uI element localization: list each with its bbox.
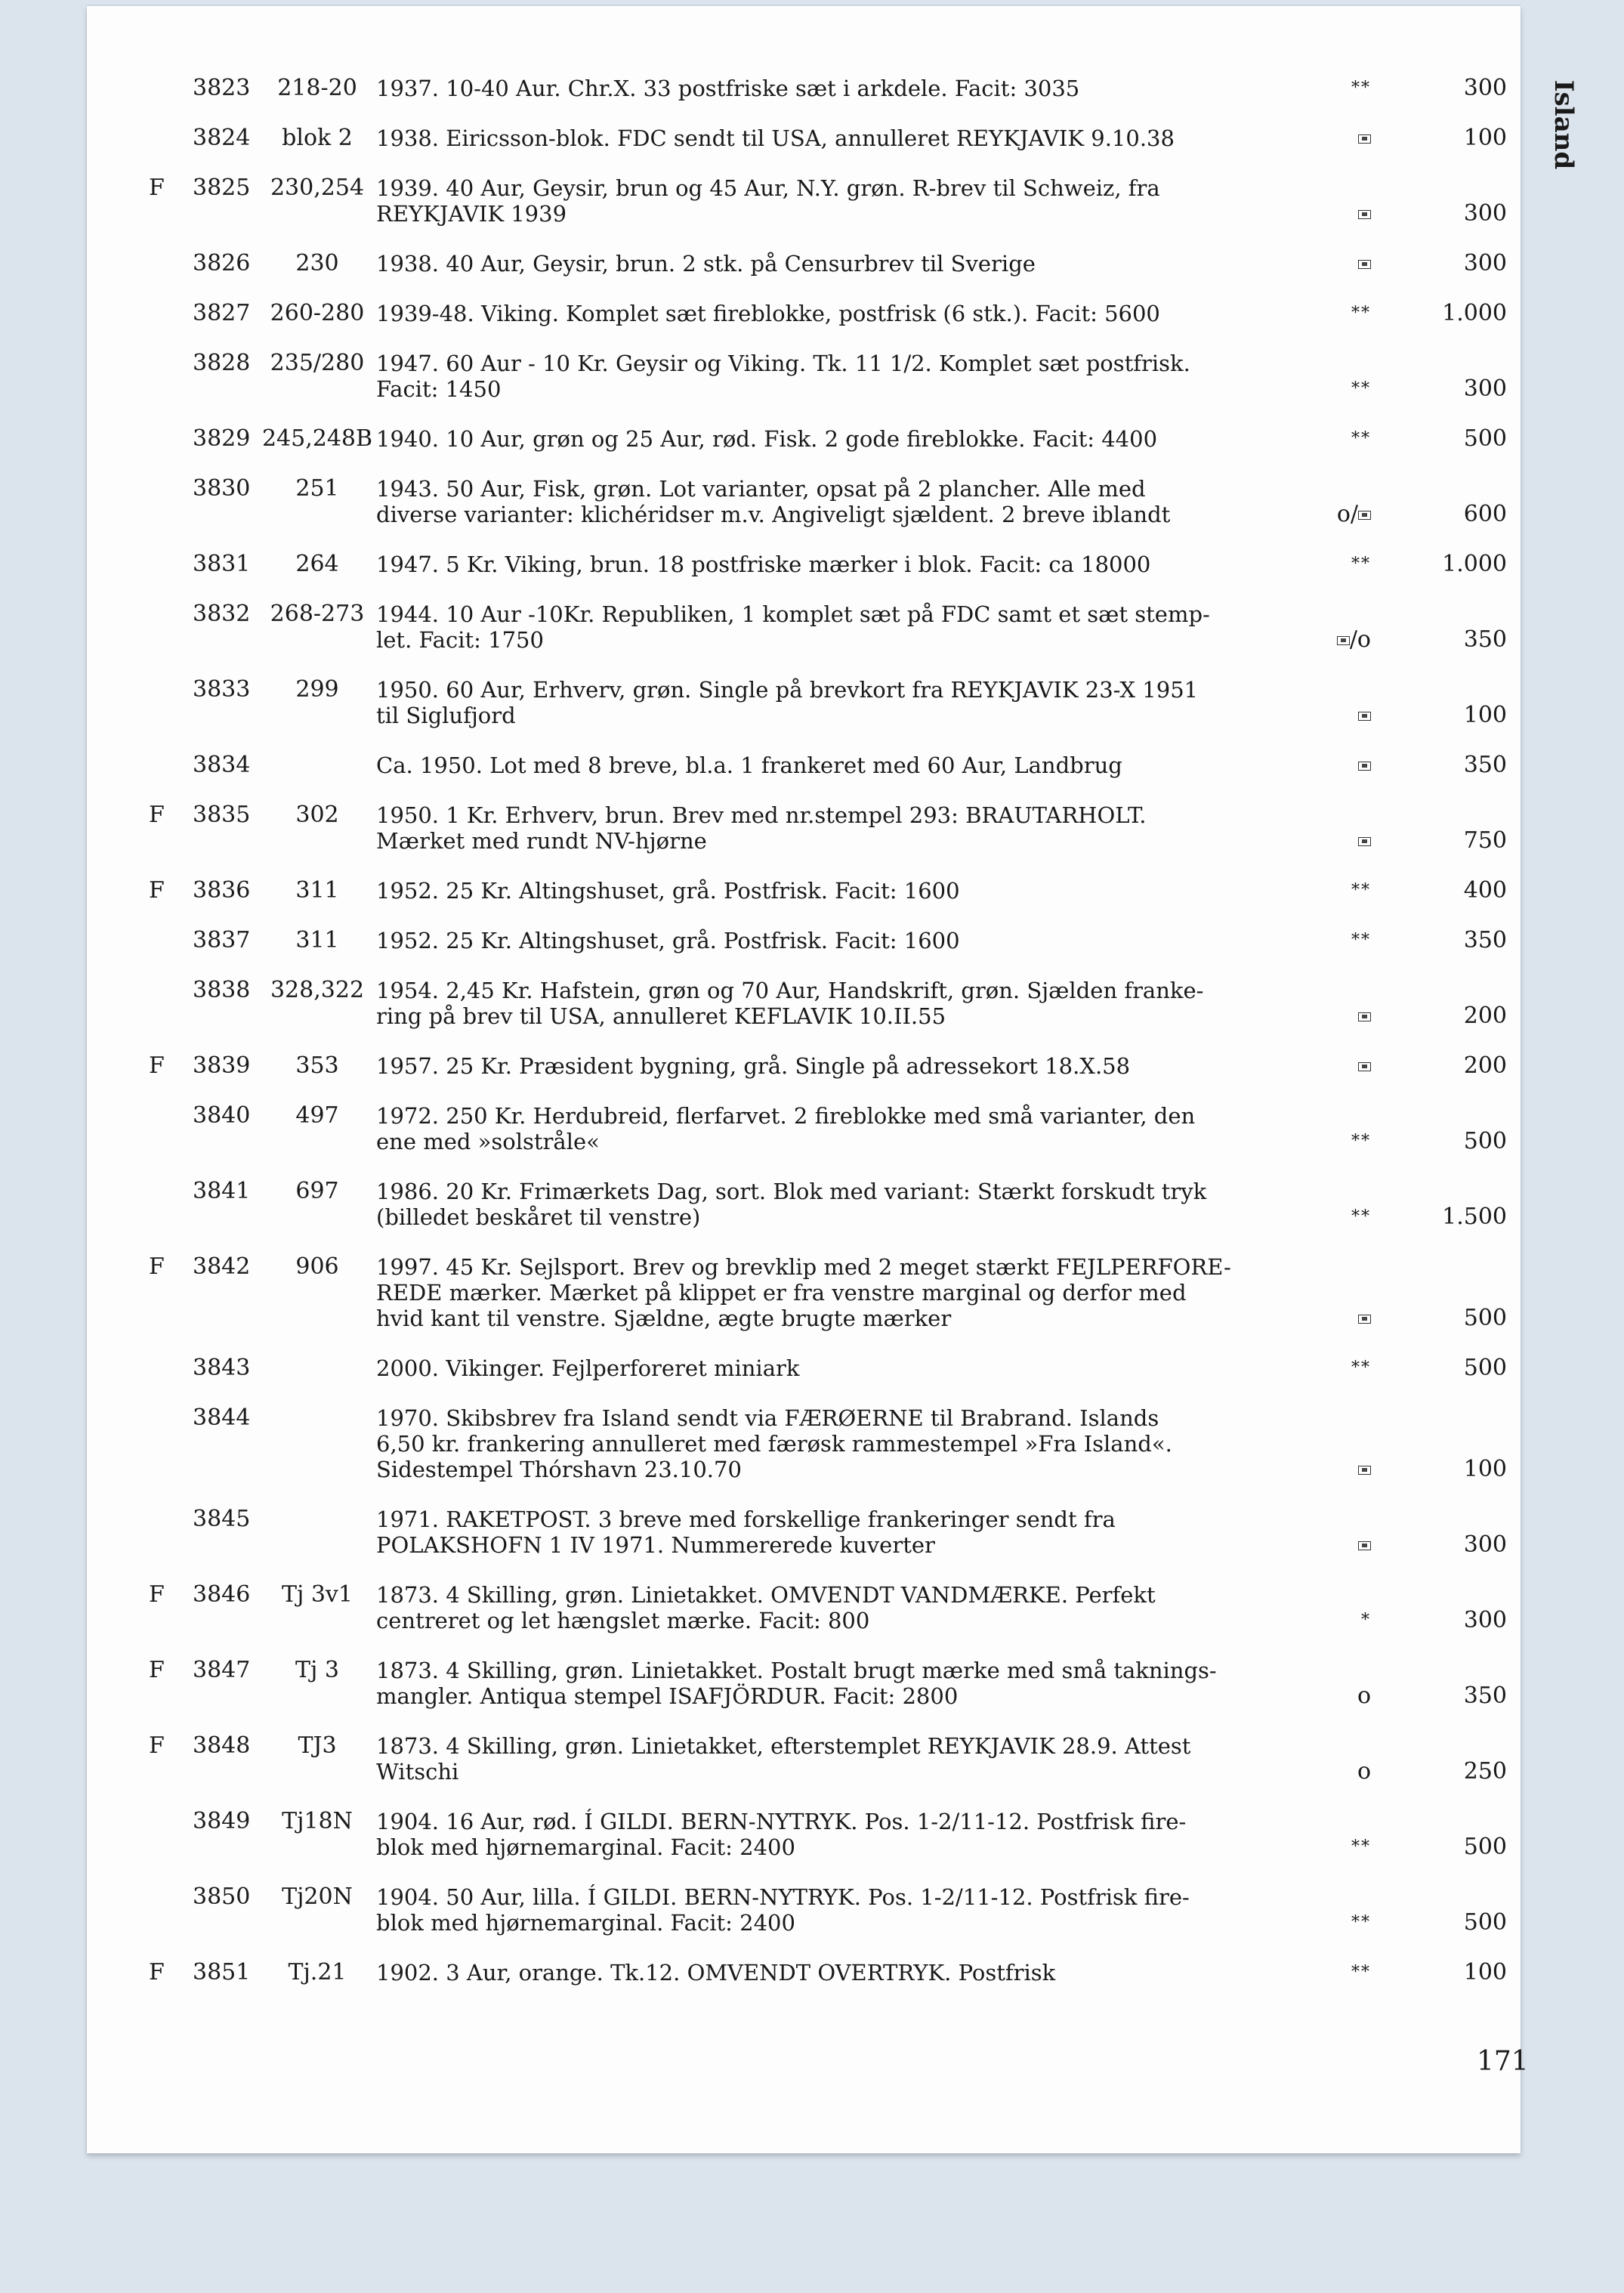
lot-flag: F	[149, 1581, 165, 1608]
lot-price: 1.500	[1442, 1204, 1507, 1230]
lot-row	[87, 251, 1521, 277]
description-line: 1940. 10 Aur, grøn og 25 Aur, rød. Fisk. 2 gode fireblokke. Facit: 4400	[376, 426, 1158, 452]
lot-row	[87, 1355, 1521, 1381]
lot-price: 200	[1463, 1003, 1507, 1029]
envelope-icon	[1358, 1315, 1371, 1324]
description-line: Mærket med rundt NV-hjørne	[376, 828, 707, 854]
catalogue-number: 302	[295, 802, 339, 828]
lot-number: 3834	[193, 752, 251, 778]
lot-number: 3825	[193, 175, 251, 201]
catalogue-number: 230,254	[270, 175, 365, 201]
lot-row	[87, 802, 1521, 854]
envelope-icon	[1358, 260, 1371, 269]
condition-text: **	[1351, 931, 1371, 950]
envelope-icon	[1358, 712, 1371, 721]
lot-description	[376, 351, 1305, 402]
lot-description	[376, 1507, 1305, 1558]
lot-number: 3831	[193, 551, 251, 577]
lot-row	[87, 878, 1521, 904]
lot-number: 3844	[193, 1405, 251, 1431]
envelope-icon	[1358, 762, 1371, 771]
lot-description	[376, 802, 1305, 854]
description-line: 1938. 40 Aur, Geysir, brun. 2 stk. på Censurbrev til Sverige	[376, 251, 1036, 277]
lot-row	[87, 978, 1521, 1029]
lot-row	[87, 601, 1521, 653]
description-line: centreret og let hængslet mærke. Facit: 800	[376, 1608, 870, 1633]
lot-price: 300	[1463, 375, 1507, 402]
description-line: blok med hjørnemarginal. Facit: 2400	[376, 1910, 795, 1936]
catalogue-number: Tj.21	[288, 1959, 347, 1986]
condition-text: **	[1351, 304, 1371, 323]
catalogue-number: 218-20	[277, 75, 357, 101]
description-line: 1947. 60 Aur - 10 Kr. Geysir og Viking. Tk. 11 1/2. Komplet sæt postfrisk.	[376, 351, 1190, 376]
lot-description	[376, 1658, 1305, 1709]
lot-number: 3849	[193, 1808, 251, 1834]
lot-row	[87, 76, 1521, 101]
envelope-icon	[1358, 837, 1371, 846]
lot-row	[87, 928, 1521, 953]
lot-number: 3829	[193, 425, 251, 452]
description-line: 1939-48. Viking. Komplet sæt fireblokke, postfrisk (6 stk.). Facit: 5600	[376, 301, 1160, 326]
description-line: blok med hjørnemarginal. Facit: 2400	[376, 1834, 795, 1860]
description-line: Facit: 1450	[376, 376, 502, 402]
lot-price: 350	[1463, 1683, 1507, 1709]
description-line: 1938. Eiricsson-blok. FDC sendt til USA, annulleret REYKJAVIK 9.10.38	[376, 125, 1175, 151]
catalogue-number: 245,248B	[261, 425, 373, 452]
condition-mark	[1220, 1532, 1446, 1558]
lot-price: 250	[1463, 1758, 1507, 1785]
lot-price: 400	[1463, 877, 1507, 904]
condition-mark	[1220, 76, 1446, 101]
lot-description	[376, 1355, 1305, 1381]
condition-mark	[1220, 1003, 1446, 1029]
condition-mark	[1220, 1960, 1446, 1986]
lot-description	[376, 1053, 1305, 1079]
description-line: ring på brev til USA, annulleret KEFLAVIK 10.II.55	[376, 1003, 946, 1029]
description-line: 1944. 10 Aur -10Kr. Republiken, 1 komplet sæt på FDC samt et sæt stemp-	[376, 601, 1210, 627]
catalogue-number: Tj 3	[295, 1657, 339, 1683]
lot-row	[87, 1884, 1521, 1936]
condition-mark	[1220, 1834, 1446, 1860]
lot-price: 1.000	[1442, 551, 1507, 577]
lot-row	[87, 752, 1521, 778]
condition-mark	[1220, 1306, 1446, 1331]
catalogue-number: 906	[295, 1253, 339, 1280]
catalogue-number: 264	[295, 551, 339, 577]
lot-description	[376, 426, 1305, 452]
description-line: 1971. RAKETPOST. 3 breve med forskellige frankeringer sendt fra	[376, 1507, 1116, 1532]
catalogue-number: 251	[295, 475, 339, 502]
description-line: (billedet beskåret til venstre)	[376, 1204, 701, 1230]
lot-flag: F	[149, 175, 165, 201]
lot-row	[87, 1658, 1521, 1709]
envelope-icon	[1358, 1541, 1371, 1550]
lot-row	[87, 1960, 1521, 1986]
condition-text: **	[1351, 379, 1371, 398]
condition-text: **	[1351, 1963, 1371, 1982]
lot-price: 500	[1463, 425, 1507, 452]
lot-number: 3832	[193, 601, 251, 627]
description-line: 1902. 3 Aur, orange. Tk.12. OMVENDT OVERTRYK. Postfrisk	[376, 1960, 1056, 1986]
condition-mark	[1220, 1457, 1446, 1482]
condition-mark	[1220, 828, 1446, 854]
lot-description	[376, 1960, 1305, 1986]
description-line: Ca. 1950. Lot med 8 breve, bl.a. 1 frankeret med 60 Aur, Landbrug	[376, 752, 1122, 778]
catalogue-number: Tj 3v1	[282, 1581, 353, 1608]
lot-description	[376, 1582, 1305, 1633]
catalogue-number: 268-273	[270, 601, 365, 627]
description-line: til Siglufjord	[376, 703, 516, 728]
lot-number: 3826	[193, 250, 251, 277]
lot-number: 3823	[193, 75, 251, 101]
envelope-icon	[1358, 1012, 1371, 1021]
condition-mark	[1220, 1129, 1446, 1154]
lot-number: 3850	[193, 1884, 251, 1910]
lot-number: 3827	[193, 300, 251, 326]
lot-row	[87, 1809, 1521, 1860]
description-line: 1947. 5 Kr. Viking, brun. 18 postfriske mærker i blok. Facit: ca 18000	[376, 552, 1151, 577]
description-line: POLAKSHOFN 1 IV 1971. Nummererede kuverter	[376, 1532, 935, 1558]
lot-price: 600	[1463, 501, 1507, 527]
lot-number: 3841	[193, 1178, 251, 1204]
lot-row	[87, 175, 1521, 227]
description-line: let. Facit: 1750	[376, 627, 544, 653]
lot-price: 1.000	[1442, 300, 1507, 326]
description-line: 6,50 kr. frankering annulleret med færøsk rammestempel »Fra Island«.	[376, 1431, 1172, 1457]
lot-price: 300	[1463, 1607, 1507, 1633]
lot-row	[87, 1053, 1521, 1079]
lot-description	[376, 251, 1305, 277]
lot-number: 3836	[193, 877, 251, 904]
catalogue-number: 235/280	[270, 350, 365, 376]
lot-number: 3840	[193, 1102, 251, 1129]
lot-row	[87, 552, 1521, 577]
description-line: 1954. 2,45 Kr. Hafstein, grøn og 70 Aur, Handskrift, grøn. Sjælden franke-	[376, 978, 1204, 1003]
description-line: 1950. 60 Aur, Erhverv, grøn. Single på brevkort fra REYKJAVIK 23-X 1951	[376, 677, 1199, 703]
condition-text: **	[1351, 1358, 1371, 1377]
condition-mark	[1220, 376, 1446, 402]
catalogue-number: 328,322	[270, 977, 365, 1003]
condition-mark	[1220, 426, 1446, 452]
lot-row	[87, 351, 1521, 402]
lot-number: 3846	[193, 1581, 251, 1608]
lot-flag: F	[149, 877, 165, 904]
lot-number: 3838	[193, 977, 251, 1003]
description-line: 1950. 1 Kr. Erhverv, brun. Brev med nr.stempel 293: BRAUTARHOLT.	[376, 802, 1147, 828]
catalogue-number: Tj18N	[282, 1808, 353, 1834]
condition-text: *	[1361, 1611, 1371, 1630]
lot-description	[376, 928, 1305, 953]
lot-price: 750	[1463, 827, 1507, 854]
lot-description	[376, 1103, 1305, 1154]
lot-price: 300	[1463, 250, 1507, 277]
description-line: 1937. 10-40 Aur. Chr.X. 33 postfriske sæt i arkdele. Facit: 3035	[376, 76, 1080, 101]
lot-price: 350	[1463, 626, 1507, 653]
description-line: 1943. 50 Aur, Fisk, grøn. Lot varianter, opsat på 2 plancher. Alle med	[376, 476, 1146, 502]
lot-description	[376, 752, 1305, 778]
description-line: 1873. 4 Skilling, grøn. Linietakket. Postalt brugt mærke med små taknings-	[376, 1658, 1217, 1683]
lot-number: 3833	[193, 676, 251, 703]
lot-description	[376, 175, 1305, 227]
lot-description	[376, 1884, 1305, 1936]
condition-mark	[1220, 552, 1446, 577]
lot-description	[376, 125, 1305, 151]
lot-number: 3842	[193, 1253, 251, 1280]
lot-row	[87, 1103, 1521, 1154]
condition-text: **	[1351, 79, 1371, 97]
description-line: 1972. 250 Kr. Herdubreid, flerfarvet. 2 fireblokke med små varianter, den	[376, 1103, 1196, 1129]
lot-flag: F	[149, 1253, 165, 1280]
lot-row	[87, 677, 1521, 728]
page-number: 171	[1477, 2046, 1529, 2077]
lot-number: 3848	[193, 1732, 251, 1759]
condition-mark	[1220, 878, 1446, 904]
description-line: 1957. 25 Kr. Præsident bygning, grå. Single på adressekort 18.X.58	[376, 1053, 1131, 1079]
catalogue-number: 260-280	[270, 300, 365, 326]
lot-number: 3845	[193, 1506, 251, 1532]
envelope-icon	[1358, 1062, 1371, 1071]
lot-price: 500	[1463, 1834, 1507, 1860]
description-line: REYKJAVIK 1939	[376, 201, 567, 227]
section-tab-label: Island	[1548, 79, 1579, 170]
lot-flag: F	[149, 1732, 165, 1759]
catalogue-page	[87, 6, 1579, 2153]
lot-price: 100	[1463, 125, 1507, 151]
envelope-icon	[1358, 511, 1371, 520]
lot-price: 200	[1463, 1052, 1507, 1079]
envelope-icon	[1358, 134, 1371, 144]
catalogue-number: 353	[295, 1052, 339, 1079]
lot-row	[87, 1582, 1521, 1633]
lot-description	[376, 878, 1305, 904]
lot-row	[87, 125, 1521, 151]
condition-mark	[1220, 1683, 1446, 1709]
condition-text: **	[1351, 1132, 1371, 1151]
lot-description	[376, 1405, 1305, 1482]
condition-mark	[1220, 928, 1446, 953]
envelope-icon	[1358, 1466, 1371, 1475]
lot-description	[376, 978, 1305, 1029]
description-line: 2000. Vikinger. Fejlperforeret miniark	[376, 1355, 800, 1381]
condition-text: o	[1357, 1683, 1371, 1709]
catalogue-number: blok 2	[282, 125, 353, 151]
description-line: Sidestempel Thórshavn 23.10.70	[376, 1457, 742, 1482]
lot-price: 500	[1463, 1909, 1507, 1936]
lot-number: 3851	[193, 1959, 251, 1986]
lot-price: 300	[1463, 200, 1507, 227]
condition-mark	[1220, 1053, 1446, 1079]
catalogue-number: TJ3	[298, 1732, 337, 1759]
catalogue-number: 311	[295, 877, 339, 904]
description-line: 1952. 25 Kr. Altingshuset, grå. Postfrisk. Facit: 1600	[376, 928, 960, 953]
lot-description	[376, 601, 1305, 653]
lot-row	[87, 1507, 1521, 1558]
lot-description	[376, 1179, 1305, 1230]
lot-price: 100	[1463, 1959, 1507, 1986]
condition-mark	[1220, 251, 1446, 277]
lot-description	[376, 1254, 1305, 1331]
catalogue-number: Tj20N	[282, 1884, 353, 1910]
description-line: mangler. Antiqua stempel ISAFJÖRDUR. Facit: 2800	[376, 1683, 959, 1709]
lot-description	[376, 677, 1305, 728]
lot-flag: F	[149, 1959, 165, 1986]
condition-mark	[1220, 1608, 1446, 1633]
lot-price: 300	[1463, 1531, 1507, 1558]
condition-mark	[1220, 752, 1446, 778]
condition-mark	[1220, 201, 1446, 227]
lot-price: 350	[1463, 752, 1507, 778]
condition-text: **	[1351, 1837, 1371, 1856]
envelope-icon	[1337, 636, 1350, 645]
lot-price: 350	[1463, 927, 1507, 953]
lot-description	[376, 476, 1305, 527]
description-line: 1904. 16 Aur, rød. Í GILDI. BERN-NYTRYK. Pos. 1-2/11-12. Postfrisk fire-	[376, 1809, 1187, 1834]
description-line: 1939. 40 Aur, Geysir, brun og 45 Aur, N.Y. grøn. R-brev til Schweiz, fra	[376, 175, 1160, 201]
condition-mark	[1220, 502, 1446, 527]
lot-row	[87, 1179, 1521, 1230]
lot-number: 3824	[193, 125, 251, 151]
condition-text: /o	[1349, 626, 1371, 653]
condition-mark	[1220, 1204, 1446, 1230]
lot-description	[376, 1809, 1305, 1860]
description-line: 1970. Skibsbrev fra Island sendt via FÆRØERNE til Brabrand. Islands	[376, 1405, 1159, 1431]
catalogue-number: 299	[295, 676, 339, 703]
envelope-icon	[1358, 210, 1371, 219]
catalogue-number: 230	[295, 250, 339, 277]
lot-price: 500	[1463, 1305, 1507, 1331]
lot-description	[376, 552, 1305, 577]
lot-flag: F	[149, 802, 165, 828]
condition-text: o/	[1336, 501, 1358, 527]
condition-mark	[1220, 1910, 1446, 1936]
condition-mark	[1220, 1355, 1446, 1381]
description-line: hvid kant til venstre. Sjældne, ægte brugte mærker	[376, 1306, 952, 1331]
lot-number: 3839	[193, 1052, 251, 1079]
condition-mark	[1220, 627, 1446, 653]
lot-price: 100	[1463, 702, 1507, 728]
condition-mark	[1220, 1759, 1446, 1785]
lot-number: 3847	[193, 1657, 251, 1683]
lot-row	[87, 426, 1521, 452]
lot-number: 3837	[193, 927, 251, 953]
catalogue-number: 497	[295, 1102, 339, 1129]
condition-text: **	[1351, 555, 1371, 573]
section-tab	[1541, 76, 1586, 174]
lot-price: 500	[1463, 1128, 1507, 1154]
lot-number: 3830	[193, 475, 251, 502]
lot-number: 3843	[193, 1355, 251, 1381]
lot-row	[87, 1733, 1521, 1785]
description-line: 1873. 4 Skilling, grøn. Linietakket. OMVENDT VANDMÆRKE. Perfekt	[376, 1582, 1156, 1608]
description-line: Witschi	[376, 1759, 459, 1785]
lot-row	[87, 476, 1521, 527]
condition-text: **	[1351, 881, 1371, 900]
description-line: 1873. 4 Skilling, grøn. Linietakket, efterstemplet REYKJAVIK 28.9. Attest	[376, 1733, 1191, 1759]
condition-text: **	[1351, 1913, 1371, 1932]
catalogue-number: 311	[295, 927, 339, 953]
lot-row	[87, 301, 1521, 326]
lot-description	[376, 76, 1305, 101]
lot-price: 500	[1463, 1355, 1507, 1381]
description-line: 1986. 20 Kr. Frimærkets Dag, sort. Blok med variant: Stærkt forskudt tryk	[376, 1179, 1207, 1204]
lot-flag: F	[149, 1052, 165, 1079]
condition-text: **	[1351, 429, 1371, 448]
lot-price: 100	[1463, 1456, 1507, 1482]
lot-description	[376, 1733, 1305, 1785]
description-line: diverse varianter: klichéridser m.v. Angiveligt sjældent. 2 breve iblandt	[376, 502, 1171, 527]
lot-price: 300	[1463, 75, 1507, 101]
lot-row	[87, 1405, 1521, 1482]
condition-mark	[1220, 125, 1446, 151]
condition-text: **	[1351, 1207, 1371, 1226]
description-line: 1952. 25 Kr. Altingshuset, grå. Postfrisk. Facit: 1600	[376, 878, 960, 904]
description-line: REDE mærker. Mærket på klippet er fra venstre marginal og derfor med	[376, 1280, 1187, 1306]
lot-description	[376, 301, 1305, 326]
lot-number: 3828	[193, 350, 251, 376]
catalogue-number: 697	[295, 1178, 339, 1204]
lot-row	[87, 1254, 1521, 1331]
description-line: 1904. 50 Aur, lilla. Í GILDI. BERN-NYTRYK. Pos. 1-2/11-12. Postfrisk fire-	[376, 1884, 1190, 1910]
lot-flag: F	[149, 1657, 165, 1683]
condition-mark	[1220, 703, 1446, 728]
condition-text: o	[1357, 1758, 1371, 1785]
lot-number: 3835	[193, 802, 251, 828]
description-line: 1997. 45 Kr. Sejlsport. Brev og brevklip med 2 meget stærkt FEJLPERFORE-	[376, 1254, 1231, 1280]
condition-mark	[1220, 301, 1446, 326]
description-line: ene med »solstråle«	[376, 1129, 600, 1154]
